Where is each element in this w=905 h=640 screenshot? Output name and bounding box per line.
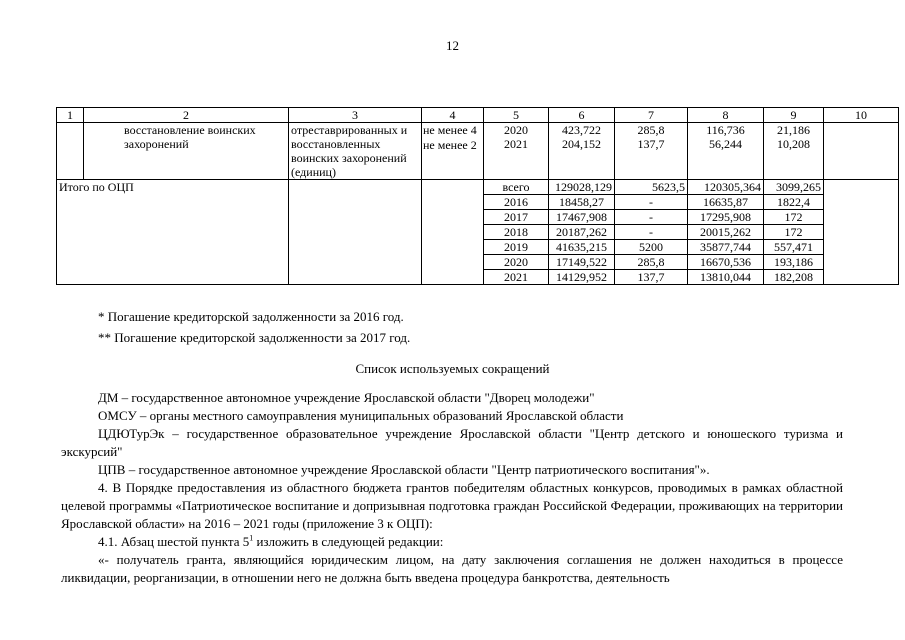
table-cell [289, 180, 422, 285]
amount-cell: 172 [764, 225, 824, 240]
amount-cell [615, 123, 688, 180]
target-value: не менее 2 [423, 138, 477, 152]
indicator-cell: отреставрированных и восстановленных воинских захоронений (единиц) [289, 123, 422, 180]
amount-value: 423,722 [562, 123, 601, 137]
row-description: восстановление воинских захоронений [84, 123, 289, 180]
col-header: 7 [615, 108, 688, 123]
abbreviations-heading: Список используемых сокращений [355, 361, 550, 376]
year-cell: всего [484, 180, 549, 195]
superscript: 1 [249, 533, 254, 543]
amount-cell: 41635,215 [549, 240, 615, 255]
table-row [57, 123, 899, 180]
abbreviation-item: ЦДЮТурЭк – государственное образовательное учреждение Ярославской области "Центр детского и юношеского туризма и экскурсий" [61, 426, 843, 459]
target-cell [422, 123, 484, 180]
amount-cell: 3099,265 [764, 180, 824, 195]
amount-cell [764, 123, 824, 180]
year-value: 2020 [504, 123, 528, 137]
year-cell: 2021 [484, 270, 549, 285]
amount-cell: 182,208 [764, 270, 824, 285]
abbreviation-item: ЦПВ – государственное автономное учреждение Ярославской области "Центр патриотического воспитания"». [98, 462, 710, 477]
col-header: 8 [688, 108, 764, 123]
table-row [57, 180, 899, 195]
abbreviation-item: ДМ – государственное автономное учреждение Ярославской области "Дворец молодежи" [98, 390, 595, 405]
table-cell [57, 123, 84, 180]
year-value: 2021 [504, 137, 528, 151]
abbreviation-item: ОМСУ – органы местного самоуправления муниципальных образований Ярославской области [98, 408, 624, 423]
amount-cell: 120305,364 [688, 180, 764, 195]
amount-value: 21,186 [777, 123, 810, 137]
amount-cell: 17149,522 [549, 255, 615, 270]
table-cell [824, 180, 899, 285]
amount-value: 285,8 [637, 123, 665, 137]
amount-cell: 137,7 [615, 270, 688, 285]
budget-table [56, 107, 899, 285]
amount-value: 204,152 [562, 137, 601, 151]
amount-cell: 129028,129 [549, 180, 615, 195]
amount-cell: 20015,262 [688, 225, 764, 240]
amount-cell [549, 123, 615, 180]
table-cell [824, 123, 899, 180]
col-header: 4 [422, 108, 484, 123]
paragraph-4-1-text: 4.1. Абзац шестой пункта 5 [98, 534, 250, 549]
paragraph-4-1-text-end: изложить в следующей редакции: [253, 534, 444, 549]
amount-cell: 285,8 [615, 255, 688, 270]
col-header: 5 [484, 108, 549, 123]
year-cell: 2018 [484, 225, 549, 240]
total-label: Итого по ОЦП [57, 180, 289, 285]
page-number: 12 [446, 38, 459, 53]
table-header-row [57, 108, 899, 123]
amount-cell: 1822,4 [764, 195, 824, 210]
paragraph-4: 4. В Порядке предоставления из областного бюджета грантов победителям областных конкурсов, проводимых в рамках областной целевой программы «Патриотическое воспитание и допризывная подготовка граждан Российской Федерации, проживающих на территории Ярославской области» на 2016 – 2021 годы (приложение 3 к ОЦП): [61, 480, 843, 531]
col-header: 1 [57, 108, 84, 123]
amount-cell: 17467,908 [549, 210, 615, 225]
year-cell: 2019 [484, 240, 549, 255]
amount-cell: 14129,952 [549, 270, 615, 285]
year-cell: 2016 [484, 195, 549, 210]
amount-cell: 172 [764, 210, 824, 225]
amount-cell: 20187,262 [549, 225, 615, 240]
amount-cell: 18458,27 [549, 195, 615, 210]
col-header: 10 [824, 108, 899, 123]
amount-cell: 193,186 [764, 255, 824, 270]
amount-cell: - [615, 210, 688, 225]
paragraph-4-1 [61, 533, 843, 551]
footnote: * Погашение кредиторской задолженности за 2016 год. [98, 309, 404, 324]
col-header: 2 [84, 108, 289, 123]
col-header: 9 [764, 108, 824, 123]
amount-cell: - [615, 195, 688, 210]
footnote: ** Погашение кредиторской задолженности за 2017 год. [98, 330, 411, 345]
target-value: не менее 4 [423, 123, 477, 137]
year-cell: 2020 [484, 255, 549, 270]
amount-cell: 557,471 [764, 240, 824, 255]
col-header: 6 [549, 108, 615, 123]
amount-cell: 16670,536 [688, 255, 764, 270]
amount-cell: 5623,5 [615, 180, 688, 195]
quoted-paragraph: «- получатель гранта, являющийся юридическим лицом, на дату заключения соглашения не должен находиться в процессе ликвидации, реорганизации, в отношении него не должна быть введена процедура банкротства, деятельность [61, 552, 843, 585]
table-cell [422, 180, 484, 285]
document-body [61, 389, 843, 587]
amount-cell [688, 123, 764, 180]
amount-value: 137,7 [637, 137, 665, 151]
amount-cell: 35877,744 [688, 240, 764, 255]
amount-value: 10,208 [777, 137, 810, 151]
year-cell [484, 123, 549, 180]
footnotes [98, 306, 410, 348]
amount-value: 56,244 [709, 137, 742, 151]
amount-cell: 5200 [615, 240, 688, 255]
amount-cell: 16635,87 [688, 195, 764, 210]
col-header: 3 [289, 108, 422, 123]
amount-cell: - [615, 225, 688, 240]
amount-cell: 17295,908 [688, 210, 764, 225]
amount-cell: 13810,044 [688, 270, 764, 285]
amount-value: 116,736 [706, 123, 745, 137]
year-cell: 2017 [484, 210, 549, 225]
